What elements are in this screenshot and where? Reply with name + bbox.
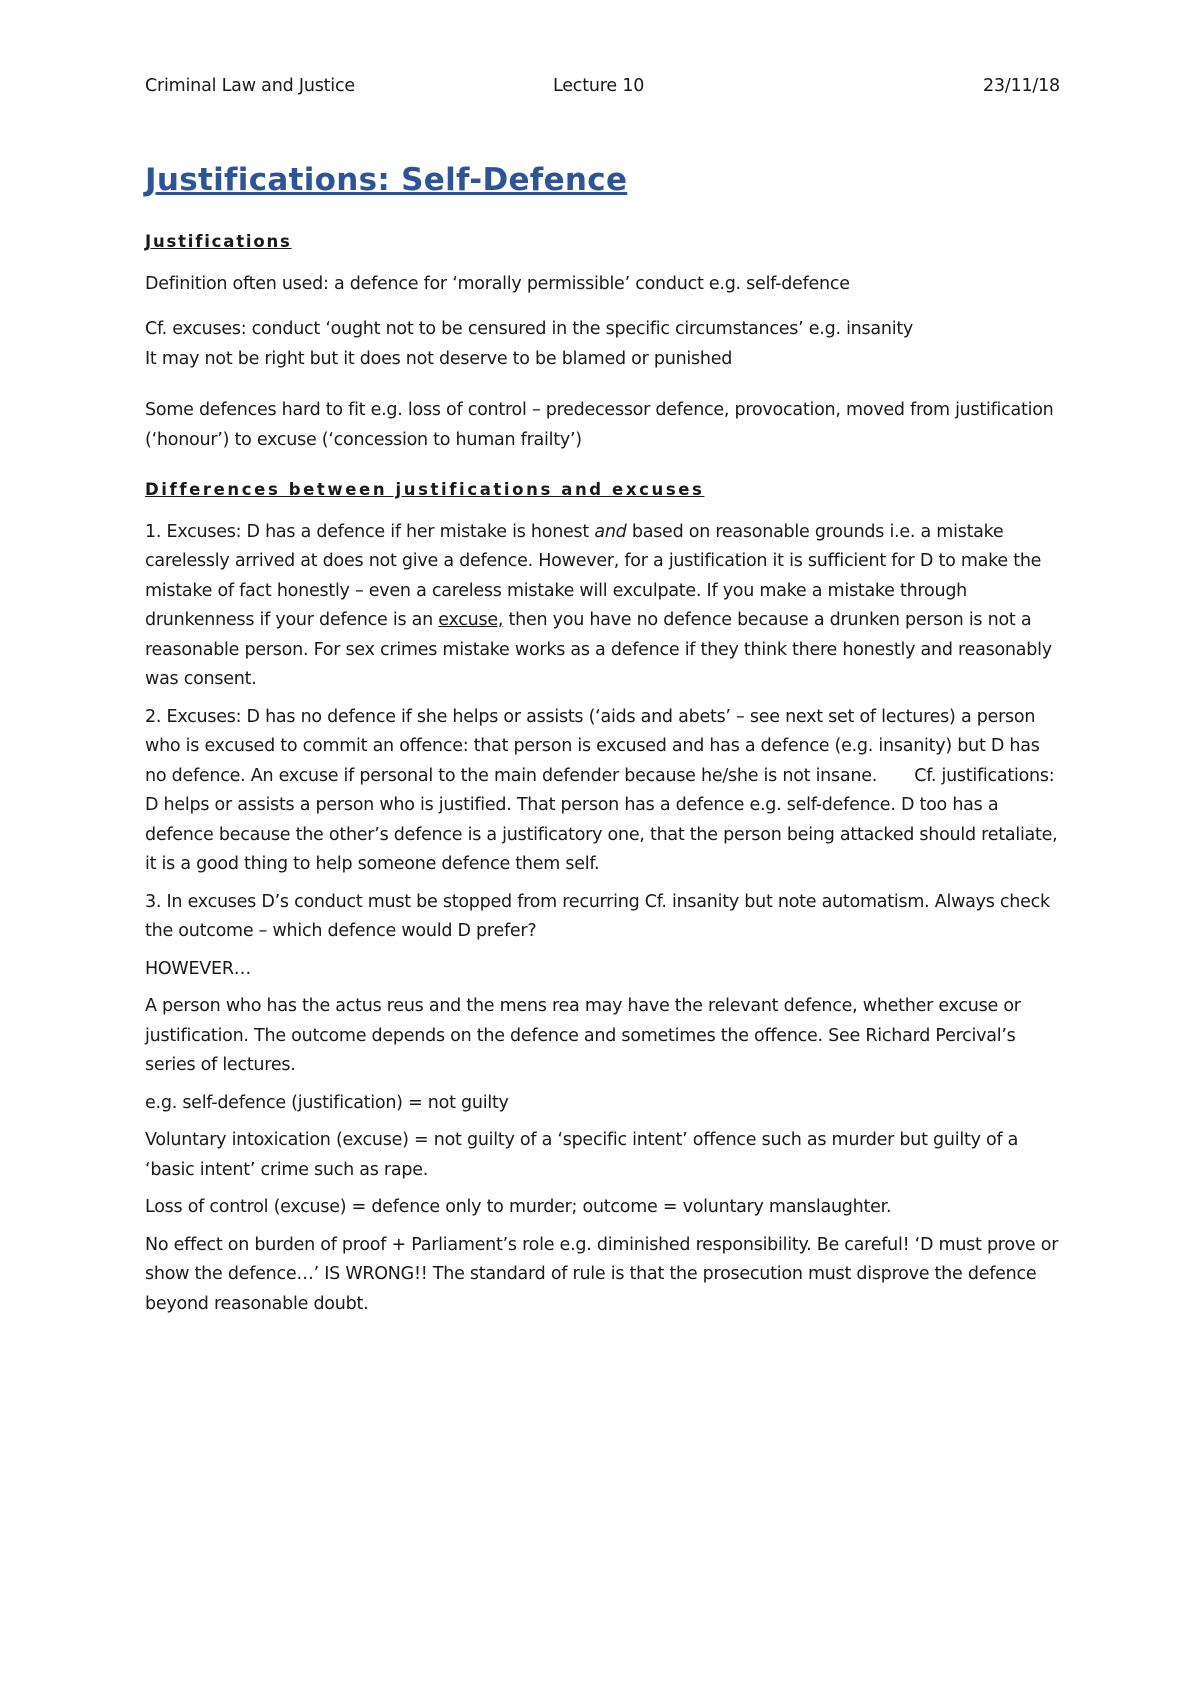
point-1-and-emphasis: and xyxy=(594,521,627,542)
page-header xyxy=(145,76,1060,102)
point-1-text-b: based on reasonable grounds i.e. a mistake carelessly arrived at does not give a defence. However, for a justification it is sufficient for D to make the mistake of fact honestly – even a careless mistake will exculpate. If you make a mistake through drunkenness if your defence is an xyxy=(145,521,1042,630)
cf-excuses-line-2: It may not be right but it does not deserve to be blamed or punished xyxy=(145,348,733,369)
document-title: Justifications: Self-Defence xyxy=(145,162,628,198)
header-lecture: Lecture 10 xyxy=(553,76,645,96)
cf-excuses-line-1: Cf. excuses: conduct ‘ought not to be censured in the specific circumstances’ e.g. insanity xyxy=(145,319,914,339)
definition-paragraph: Definition often used: a defence for ‘morally permissible’ conduct e.g. self-defence xyxy=(145,273,850,294)
document-body xyxy=(145,160,1065,1327)
loss-of-control-paragraph: Loss of control (excuse) = defence only to murder; outcome = voluntary manslaughter. xyxy=(145,1197,892,1217)
header-date: 23/11/18 xyxy=(983,76,1060,96)
person-paragraph: A person who has the actus reus and the mens rea may have the relevant defence, whether excuse or justification. The outcome depends on the defence and sometimes the offence. See Richard Percival’s series of lectures. xyxy=(145,996,1021,1075)
differences-heading: Differences between justifications and excuses xyxy=(145,480,705,499)
point-1-paragraph xyxy=(145,518,1065,695)
point-1-text-c: then you have no defence because a drunken person is not a reasonable person. For sex crimes mistake works as a defence if they think there honestly and reasonably was consent. xyxy=(145,610,1052,689)
no-effect-paragraph: No effect on burden of proof + Parliament’s role e.g. diminished responsibility. Be careful! ‘D must prove or show the defence…’ IS WRONG!! The standard of rule is that the prosecution must disprove the defence beyond reasonable doubt. xyxy=(145,1234,1059,1314)
header-course: Criminal Law and Justice xyxy=(145,76,355,96)
point-2-paragraph: 2. Excuses: D has no defence if she helps or assists (‘aids and abets’ – see next set of lectures) a person who is excused to commit an offence: that person is excused and has a defence (e.g. insanity) but D has no defence. An excuse if personal to the main defender because he/she is not insane. Cf. justifications: D helps or assists a person who is justified. That person has a defence e.g. self-defence. D too has a defence because the other’s defence is a justificatory one, that the person being attacked should retaliate, it is a good thing to help someone defence them self. xyxy=(145,706,1063,874)
cf-excuses-paragraph xyxy=(145,315,1065,374)
eg-self-defence-paragraph: e.g. self-defence (justification) = not guilty xyxy=(145,1092,509,1113)
point-1-excuse-underline: excuse, xyxy=(438,610,504,630)
justifications-heading: Justifications xyxy=(145,232,292,251)
point-1-text-a: 1. Excuses: D has a defence if her mistake is honest xyxy=(145,521,595,542)
point-3-paragraph: 3. In excuses D’s conduct must be stopped from recurring Cf. insanity but note automatism. Always check the outcome – which defence would D prefer? xyxy=(145,891,1050,941)
voluntary-intoxication-paragraph: Voluntary intoxication (excuse) = not guilty of a ‘specific intent’ offence such as murder but guilty of a ‘basic intent’ crime such as rape. xyxy=(145,1130,1019,1180)
however-paragraph: HOWEVER… xyxy=(145,958,251,979)
some-defences-paragraph: Some defences hard to fit e.g. loss of control – predecessor defence, provocation, moved from justification (‘honour’) to excuse (‘concession to human frailty’) xyxy=(145,400,1054,450)
